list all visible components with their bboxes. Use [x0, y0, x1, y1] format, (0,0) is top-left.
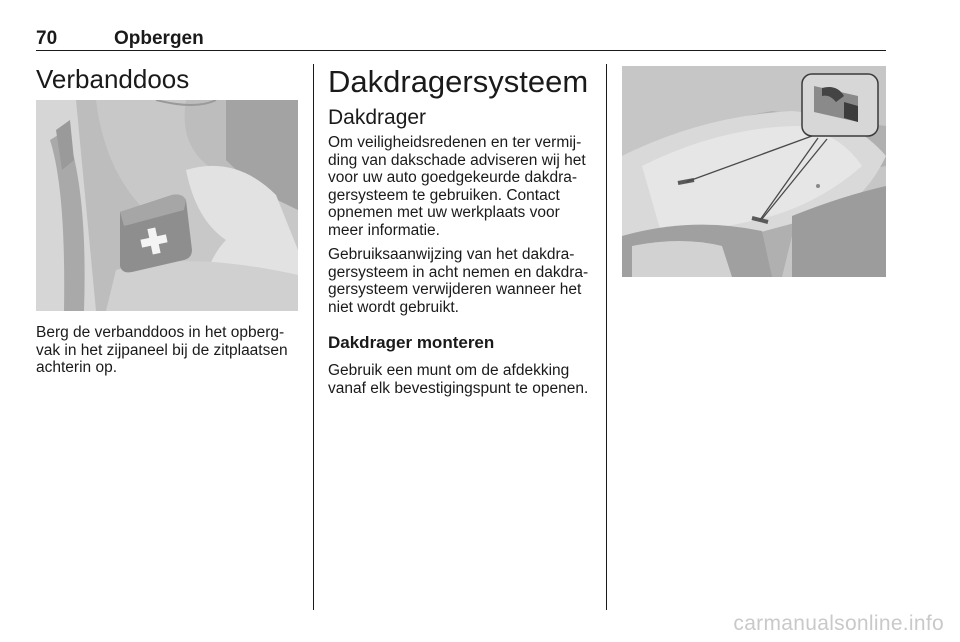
watermark: carmanualsonline.info: [733, 612, 944, 635]
roof-rack-mount-body: Gebruik een munt om de afdekking vanaf elk bevestigingspunt te openen.: [328, 362, 589, 397]
roof-rack-section-heading: Dakdragersysteem: [328, 64, 589, 99]
roof-rack-subheading: Dakdrager: [328, 106, 427, 129]
page-number: 70: [36, 28, 58, 49]
column-divider-left: [313, 64, 314, 610]
roof-rack-paragraph-2: Gebruiksaanwijzing van het dakdra-gersysteem in acht nemen en dakdra-gersysteem verwijderen wanneer het niet wordt gebruikt.: [328, 246, 589, 316]
column-divider-right: [606, 64, 607, 610]
first-aid-body: Berg de verbanddoos in het opberg-vak in het zijpaneel bij de zitplaatsen achterin op.: [36, 324, 288, 376]
roof-mounting-points-icon: [622, 66, 886, 277]
header-rule: [36, 50, 886, 51]
first-aid-heading: Verbanddoos: [36, 64, 190, 94]
first-aid-kit-icon: [36, 100, 298, 311]
roof-rack-mount-heading: Dakdrager monteren: [328, 333, 495, 352]
chapter-title: Opbergen: [114, 28, 204, 49]
roof-rack-paragraph-1: Om veiligheidsredenen en ter vermij-ding van dakschade adviseren wij het voor uw auto goedgekeurde dakdra-gersysteem te gebruiken. Contact opnemen met uw werkplaats voor meer informatie.: [328, 134, 586, 239]
first-aid-figure: [36, 100, 298, 311]
roof-figure: [622, 66, 886, 277]
